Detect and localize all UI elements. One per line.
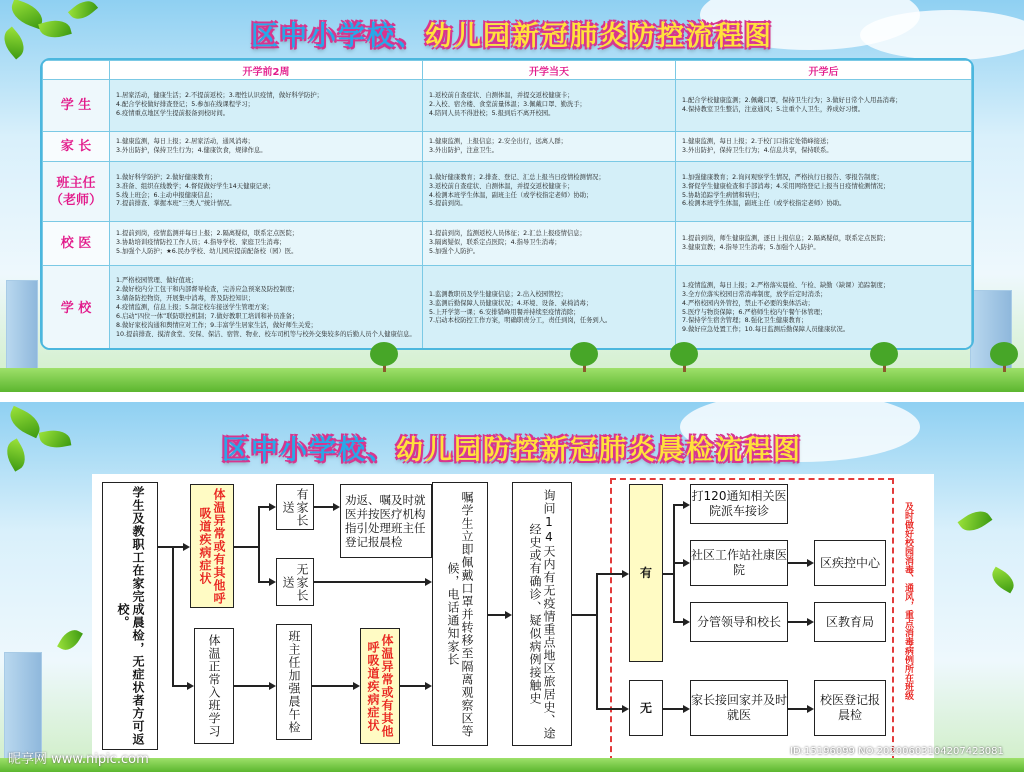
cell-student-after: 1.配合学校健康监测；2.佩戴口罩，保持卫生行为；3.做好日常个人用品消毒； 4.保持教室卫生整洁，注意通风；5.注重个人卫生，养成好习惯。 <box>676 80 972 132</box>
connector <box>788 708 807 710</box>
cell-school-day: 1.监测教职员及学生健康信息；2.出入校园管控； 3.监测后勤保障人员健康状况；4.环境、设备、桌椅消毒； 5.上开学第一课；6.安排错峰用餐并持续至疫情消除； 7.启动本校防控工作方案，明确职责分工，责任到岗，任务到人。 <box>423 266 676 351</box>
arrow-icon <box>622 570 629 578</box>
box-call120 <box>690 484 788 524</box>
plan-title <box>0 14 1024 53</box>
box-leader <box>690 602 788 642</box>
role-school: 学 校 <box>43 266 110 351</box>
connector <box>158 546 172 548</box>
building-decoration <box>6 280 38 372</box>
plan-title-lead: 区中小学校、 <box>251 21 425 52</box>
poster-morning-check <box>0 402 1024 772</box>
connector <box>400 685 426 687</box>
box-home-check-text: 学生及教职工在家完成晨检，无症状者方可返校。 <box>116 486 145 746</box>
box-isolate <box>432 482 488 746</box>
connector <box>488 614 506 616</box>
box-abnormal-2 <box>360 628 400 744</box>
arrow-icon <box>807 559 814 567</box>
arrow-icon <box>683 501 690 509</box>
arrow-icon <box>333 503 340 511</box>
role-parent: 家 长 <box>43 132 110 162</box>
connector <box>663 573 673 575</box>
tree-decoration <box>670 342 698 366</box>
cell-doctor-after: 1.提前到岗，师生健康监测，逐日上报信息；2.隔离疑似，联系定点医院； 3.健康宣教；4.指导卫生消毒；5.加强个人防护。 <box>676 222 972 266</box>
cell-school-after: 1.疫情监测，每日上报；2.严格落实晨检、午检、缺勤（缺课）追踪制度； 3.全方位落实校园日常消毒制度，放学后定时消杀； 4.严格校园内外管控，禁止不必要的集体活动； 5.医疗与物资保障；6.严格师生校内午餐午休管理； 7.保持学生宿舍管理；8.强化卫生健康教育； 9.做好应急处置工作；10.每日监测后勤保障人员健康状况。 <box>676 266 972 351</box>
arrow-icon <box>425 578 432 586</box>
arrow-icon <box>683 559 690 567</box>
red-note-text: 及时做好校园消毒、通风，重点消毒病例所在班级 <box>903 502 913 700</box>
connector <box>258 506 260 582</box>
grass-decoration <box>0 758 1024 772</box>
box-has-parent-text: 有家长送 <box>281 487 309 527</box>
box-ask <box>512 482 572 746</box>
arrow-icon <box>353 682 360 690</box>
plan-title-rest: 幼儿园新冠肺炎防控流程图 <box>425 21 773 52</box>
box-abnormal-1-text: 体温异常或有其他呼吸道疾病症状 <box>198 487 226 605</box>
box-yes <box>629 484 663 662</box>
tree-decoration <box>370 342 398 366</box>
box-edu <box>814 602 886 642</box>
grass-decoration <box>0 368 1024 392</box>
leaf-icon <box>958 505 993 537</box>
connector <box>596 573 598 709</box>
connector <box>673 504 683 506</box>
cell-student-before: 1.居家活动，健康生活；2.不提前返校；3.理性认识疫情，做好科学防护； 4.配合学校做好排查登记；5.参加在线课程学习； 6.疫情重点地区学生提前报备到校时间。 <box>110 80 423 132</box>
cell-parent-before: 1.健康监测，每日上报；2.居家活动，通风消毒； 3.外出防护，保持卫生行为；4.健康饮食，规律作息。 <box>110 132 423 162</box>
arrow-icon <box>183 543 190 551</box>
connector <box>663 708 683 710</box>
cell-headteacher-before: 1.做好科学防护；2.做好健康教育； 3.准备、组织在线教学；4.督促做好学生14天健康记录； 5.线上班会；6.主动申报健康信息； 7.提前排查、掌握本班“三类人”统计情况。 <box>110 162 423 222</box>
flowchart <box>92 474 934 764</box>
box-register-text: 校医登记报晨检 <box>819 693 880 722</box>
connector <box>234 546 258 548</box>
arrow-icon <box>269 503 276 511</box>
box-abnormal-2-text: 体温异常或有其他呼吸道疾病症状 <box>366 634 394 738</box>
box-no-text: 无 <box>639 701 652 715</box>
morning-title-lead: 区中小学校、 <box>222 435 396 466</box>
role-headteacher: 班主任 （老师） <box>43 162 110 222</box>
header-day: 开学当天 <box>423 61 676 80</box>
box-abnormal-1 <box>190 484 234 608</box>
header-after: 开学后 <box>676 61 972 80</box>
morning-title-rest: 幼儿园防控新冠肺炎晨检流程图 <box>396 435 802 466</box>
cell-doctor-day: 1.提前到岗，监测返校人员体征；2.汇总上报疫情信息； 3.隔离疑似，联系定点医院；4.指导卫生消毒； 5.加强个人防护。 <box>423 222 676 266</box>
connector <box>234 685 270 687</box>
arrow-icon <box>269 578 276 586</box>
box-community <box>690 540 788 586</box>
arrow-icon <box>807 618 814 626</box>
connector <box>673 562 683 564</box>
box-normal-text: 体温正常入班学习 <box>207 634 221 738</box>
arrow-icon <box>807 705 814 713</box>
connector <box>596 708 622 710</box>
box-register <box>814 680 886 736</box>
box-community-text: 社区工作站社康医院 <box>691 548 788 577</box>
box-home-check <box>102 482 158 750</box>
connector <box>312 685 354 687</box>
leaf-icon <box>57 626 83 655</box>
connector <box>596 573 622 575</box>
box-return-doc <box>340 484 432 558</box>
box-call120-text: 打120通知相关医院派车接诊 <box>691 489 787 518</box>
box-normal <box>194 628 234 744</box>
box-headteacher <box>276 624 312 740</box>
connector <box>172 685 188 687</box>
box-return-doc-text: 劝返、嘱及时就医并按医疗机构指引处理班主任登记报晨检 <box>345 493 426 549</box>
box-no <box>629 680 663 736</box>
connector <box>314 506 334 508</box>
box-cdc <box>814 540 886 586</box>
arrow-icon <box>505 611 512 619</box>
watermark-id: ID:15196099 NO:20200603104207423081 <box>790 746 1004 757</box>
connector <box>788 621 807 623</box>
connector <box>673 621 683 623</box>
connector <box>572 614 596 616</box>
box-no-parent <box>276 558 314 606</box>
box-no-parent-text: 无家长送 <box>281 562 309 602</box>
role-doctor: 校 医 <box>43 222 110 266</box>
header-blank <box>43 61 110 80</box>
morning-title <box>0 428 1024 467</box>
cell-school-before: 1.严格校园管理、做好值班； 2.做好校内分工包干和内部督导检查，完善应急预案及防控制度； 3.储备防控物资，开展集中消毒，普及防控知识； 4.疫情监测，信息上报；5.制定校车接送学生管理方案； 6.启动“四位一体”联防联控机制；7.做好教职工培训和补员准备； 8.做好家校沟通和舆情应对工作；9.丰富学生居家生活，做好师生关爱； 10.提前排查、摸清食堂、安保、保洁、宿管、物业、校车司机等与校外交集较多的后勤人员个人健康信息。 <box>110 266 423 351</box>
connector <box>172 546 174 686</box>
box-headteacher-text: 班主任加强晨午检 <box>287 630 301 734</box>
header-before: 开学前2周 <box>110 61 423 80</box>
tree-decoration <box>990 342 1018 366</box>
role-student: 学 生 <box>43 80 110 132</box>
box-edu-text: 区教育局 <box>825 614 874 629</box>
watermark-logo: 昵享网 www.nipic.com <box>8 752 149 767</box>
box-parent-pick-text: 家长接回家并及时就医 <box>691 693 788 722</box>
box-ask-text: 询问14天内有无疫情重点地区旅居史、途经史或有确诊、疑似病例接触史 <box>528 488 556 740</box>
arrow-icon <box>683 618 690 626</box>
cell-headteacher-day: 1.做好健康教育；2.排查、登记、汇总上报当日疫情检测情况； 3.返校前自查症状、自测体温，并提交返校健康卡； 4.检测本班学生体温，副班主任（或学校指定老师）协助； 5.提前到岗。 <box>423 162 676 222</box>
arrow-icon <box>425 682 432 690</box>
arrow-icon <box>269 682 276 690</box>
box-isolate-text: 嘱学生立即佩戴口罩并转移至隔离观察区等候，电话通知家长 <box>446 490 474 738</box>
cell-doctor-before: 1.提前到岗，疫情监测并每日上报；2.隔离疑似，联系定点医院； 3.协助培训疫情防控工作人员；4.指导学校、家庭卫生消毒； 5.加强个人防护；★6.民办学校、幼儿园应提前配备校（园）医。 <box>110 222 423 266</box>
box-yes-text: 有 <box>639 566 652 580</box>
connector <box>788 562 807 564</box>
tree-decoration <box>570 342 598 366</box>
red-note <box>902 502 914 752</box>
arrow-icon <box>187 682 194 690</box>
box-parent-pick <box>690 680 788 736</box>
box-cdc-text: 区疾控中心 <box>819 555 880 570</box>
leaf-icon <box>988 567 1019 594</box>
cell-parent-after: 1.健康监测，每日上报；2.于校门口指定处错峰接送； 3.外出防护，保持卫生行为；4.信息共享，保持联系。 <box>676 132 972 162</box>
arrow-icon <box>683 705 690 713</box>
cell-headteacher-after: 1.加强健康教育；2.询问观察学生情况，严格执行日报告、零报告制度； 3.督促学生健康检查和手部消毒；4.采用网络登记上报当日疫情检测情况； 5.协助追踪学生病情和转归； 6.检测本班学生体温，副班主任（或学校指定老师）协助。 <box>676 162 972 222</box>
cell-parent-day: 1.健康监测，上报信息；2.安全出行，远离人群； 3.外出防护，注意卫生。 <box>423 132 676 162</box>
plan-table <box>40 58 974 350</box>
connector <box>314 581 425 583</box>
box-leader-text: 分管领导和校长 <box>696 614 781 629</box>
cell-student-day: 1.返校前自查症状、自测体温，并提交返校健康卡； 2.入校、宿舍楼、食堂前量体温；3.佩戴口罩、勤洗手； 4.陪同人员不得进校；5.报到后不离开校园。 <box>423 80 676 132</box>
arrow-icon <box>622 705 629 713</box>
box-has-parent <box>276 484 314 530</box>
tree-decoration <box>870 342 898 366</box>
